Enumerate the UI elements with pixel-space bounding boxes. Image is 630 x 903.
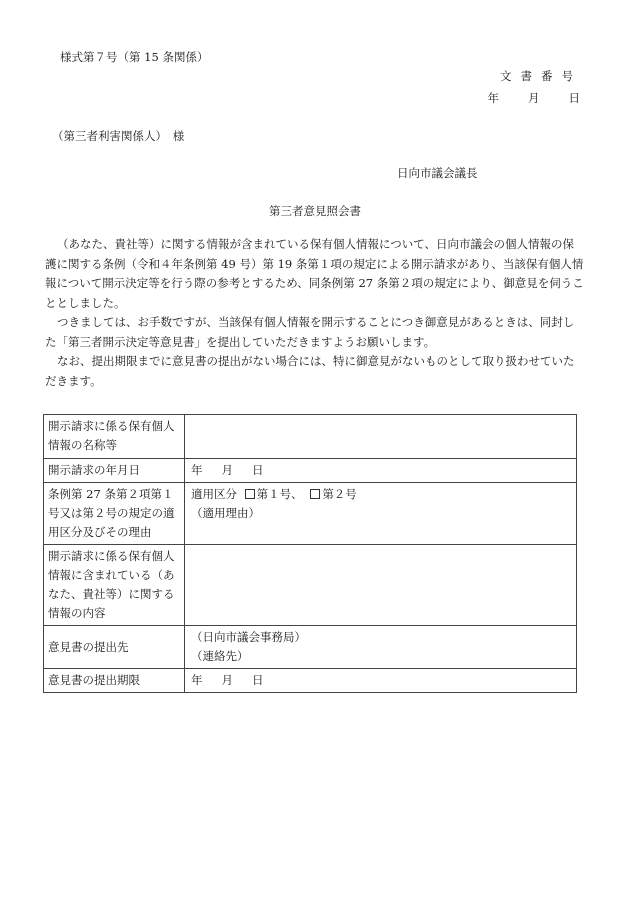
row-value-record-name[interactable] xyxy=(185,415,577,459)
body-paragraph-3: なお、提出期限までに意見書の提出がない場合には、特に御意見がないものとして取り扱わせていただきます。 xyxy=(45,354,575,388)
contact-label: （連絡先） xyxy=(191,649,249,663)
body-text xyxy=(45,235,585,391)
category-line xyxy=(191,485,572,504)
sender-name: 日向市議会議長 xyxy=(397,166,478,180)
reason-label: （適用理由） xyxy=(191,506,260,520)
month-label: 月 xyxy=(221,463,234,477)
row-value-request-date[interactable] xyxy=(185,459,577,483)
row-value-applicable-category xyxy=(185,483,577,545)
row-label-submit-to: 意見書の提出先 xyxy=(44,626,185,669)
document-title: 第三者意見照会書 xyxy=(269,204,361,218)
info-table xyxy=(43,414,577,693)
year-label: 年 xyxy=(191,463,204,477)
month-label: 月 xyxy=(221,673,234,687)
row-value-info-content[interactable] xyxy=(185,545,577,626)
submit-office: （日向市議会事務局） xyxy=(191,630,306,644)
checkbox-item-1[interactable] xyxy=(245,489,255,499)
row-label-request-date: 開示請求の年月日 xyxy=(44,459,185,483)
table-row xyxy=(44,669,577,693)
table-row xyxy=(44,459,577,483)
checkbox-item-1-label: 第１号、 xyxy=(256,487,303,501)
table-row xyxy=(44,626,577,669)
row-label-deadline: 意見書の提出期限 xyxy=(44,669,185,693)
body-paragraph-1: （あなた、貴社等）に関する情報が含まれている保有個人情報について、日向市議会の個人情報の保護に関する条例（令和４年条例第 49 号）第 19 条第１項の規定による開示請求があり、当該保有個人情報について開示決定等を行う際の参考とするため、同条例第 27 条第２項の規定により、御意見を伺うこととしました。 xyxy=(45,237,584,310)
body-paragraph-2: つきましては、お手数ですが、当該保有個人情報を開示することにつき御意見があるときは、同封した「第三者開示決定等意見書」を提出していただきますようお願いします。 xyxy=(45,315,575,349)
row-value-deadline[interactable] xyxy=(185,669,577,693)
document-number-label: 文書番号 xyxy=(500,69,582,83)
row-label-info-content: 開示請求に係る保有個人情報に含まれている（あなた、貴社等）に関する情報の内容 xyxy=(44,545,185,626)
form-number: 様式第７号（第 15 条関係） xyxy=(60,50,209,64)
checkbox-item-2-label: 第２号 xyxy=(322,487,357,501)
row-value-submit-to xyxy=(185,626,577,669)
day-label: 日 xyxy=(252,673,265,687)
category-label: 適用区分 xyxy=(191,487,237,501)
checkbox-item-2[interactable] xyxy=(310,489,320,499)
row-label-applicable-category: 条例第 27 条第２項第１号又は第２号の規定の適用区分及びその理由 xyxy=(44,483,185,545)
document-date-label: 年 月 日 xyxy=(487,91,582,105)
table-row xyxy=(44,483,577,545)
recipient-line: （第三者利害関係人） 様 xyxy=(52,129,185,143)
table-row xyxy=(44,545,577,626)
day-label: 日 xyxy=(252,463,265,477)
year-label: 年 xyxy=(191,673,204,687)
table-row xyxy=(44,415,577,459)
row-label-record-name: 開示請求に係る保有個人情報の名称等 xyxy=(44,415,185,459)
